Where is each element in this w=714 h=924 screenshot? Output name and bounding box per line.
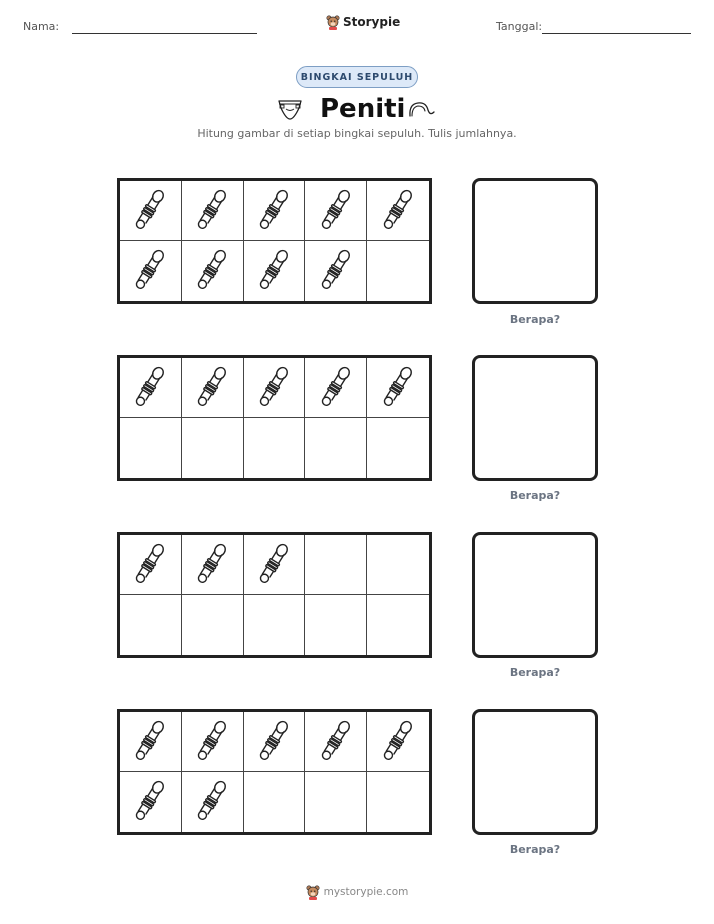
safety-pin-icon bbox=[378, 185, 418, 237]
ten-frame-cell bbox=[120, 241, 182, 301]
diaper-icon bbox=[277, 97, 303, 121]
safety-pin-decoration-icon bbox=[406, 98, 436, 120]
safety-pin-icon bbox=[316, 362, 356, 414]
ten-frame-cell bbox=[244, 712, 306, 772]
ten-frame-cell bbox=[182, 595, 244, 655]
ten-frame-cell bbox=[305, 358, 367, 418]
bear-mascot-icon bbox=[306, 884, 320, 900]
category-badge: BINGKAI SEPULUH bbox=[296, 66, 418, 88]
ten-frame-cell bbox=[367, 535, 429, 595]
ten-frame-cell bbox=[305, 595, 367, 655]
ten-frame-cell bbox=[305, 181, 367, 241]
safety-pin-icon bbox=[254, 362, 294, 414]
safety-pin-icon bbox=[316, 716, 356, 768]
date-line[interactable] bbox=[542, 33, 691, 34]
ten-frame-cell bbox=[367, 418, 429, 478]
ten-frame-cell bbox=[120, 712, 182, 772]
ten-frame-4 bbox=[117, 709, 432, 835]
brand-logo bbox=[326, 14, 400, 30]
safety-pin-icon bbox=[316, 185, 356, 237]
safety-pin-icon bbox=[192, 539, 232, 591]
ten-frame-cell bbox=[120, 595, 182, 655]
instructions: Hitung gambar di setiap bingkai sepuluh. Tulis jumlahnya. bbox=[197, 127, 517, 140]
ten-frame-cell bbox=[244, 535, 306, 595]
answer-box-2[interactable] bbox=[472, 355, 598, 481]
name-line[interactable] bbox=[72, 33, 257, 34]
ten-frame-1 bbox=[117, 178, 432, 304]
safety-pin-icon bbox=[130, 539, 170, 591]
answer-label-3: Berapa? bbox=[509, 666, 561, 679]
answer-box-1[interactable] bbox=[472, 178, 598, 304]
answer-label-4: Berapa? bbox=[509, 843, 561, 856]
ten-frame-cell bbox=[244, 418, 306, 478]
ten-frame-cell bbox=[182, 358, 244, 418]
ten-frame-cell bbox=[182, 535, 244, 595]
ten-frame-cell bbox=[120, 418, 182, 478]
safety-pin-icon bbox=[130, 716, 170, 768]
footer bbox=[0, 884, 714, 900]
ten-frame-cell bbox=[120, 772, 182, 832]
ten-frame-cell bbox=[244, 181, 306, 241]
safety-pin-icon bbox=[378, 362, 418, 414]
ten-frame-cell bbox=[305, 712, 367, 772]
ten-frame-cell bbox=[182, 712, 244, 772]
ten-frame-cell bbox=[120, 535, 182, 595]
ten-frame-cell bbox=[367, 772, 429, 832]
ten-frame-2 bbox=[117, 355, 432, 481]
answer-box-4[interactable] bbox=[472, 709, 598, 835]
date-label: Tanggal: bbox=[496, 20, 543, 33]
ten-frame-cell bbox=[244, 241, 306, 301]
safety-pin-icon bbox=[192, 362, 232, 414]
answer-label-2: Berapa? bbox=[509, 489, 561, 502]
ten-frame-cell bbox=[182, 772, 244, 832]
ten-frame-cell bbox=[305, 772, 367, 832]
ten-frame-cell bbox=[367, 712, 429, 772]
page-title: Peniti bbox=[320, 94, 406, 124]
ten-frame-cell bbox=[244, 772, 306, 832]
safety-pin-icon bbox=[130, 776, 170, 828]
ten-frame-cell bbox=[367, 241, 429, 301]
safety-pin-icon bbox=[254, 716, 294, 768]
safety-pin-icon bbox=[192, 716, 232, 768]
safety-pin-icon bbox=[254, 185, 294, 237]
safety-pin-icon bbox=[316, 245, 356, 297]
ten-frame-cell bbox=[305, 535, 367, 595]
bear-mascot-icon bbox=[326, 14, 340, 30]
ten-frame-cell bbox=[305, 241, 367, 301]
safety-pin-icon bbox=[254, 539, 294, 591]
ten-frame-cell bbox=[244, 595, 306, 655]
answer-box-3[interactable] bbox=[472, 532, 598, 658]
safety-pin-icon bbox=[130, 245, 170, 297]
ten-frame-cell bbox=[182, 418, 244, 478]
ten-frame-cell bbox=[367, 181, 429, 241]
brand-name: Storypie bbox=[343, 15, 401, 29]
safety-pin-icon bbox=[378, 716, 418, 768]
safety-pin-icon bbox=[254, 245, 294, 297]
answer-label-1: Berapa? bbox=[509, 313, 561, 326]
safety-pin-icon bbox=[192, 185, 232, 237]
title-row bbox=[0, 92, 714, 126]
ten-frame-3 bbox=[117, 532, 432, 658]
ten-frame-cell bbox=[367, 595, 429, 655]
safety-pin-icon bbox=[192, 245, 232, 297]
ten-frame-cell bbox=[120, 181, 182, 241]
ten-frame-cell bbox=[367, 358, 429, 418]
safety-pin-icon bbox=[192, 776, 232, 828]
ten-frame-cell bbox=[305, 418, 367, 478]
safety-pin-icon bbox=[130, 185, 170, 237]
safety-pin-icon bbox=[130, 362, 170, 414]
ten-frame-cell bbox=[182, 181, 244, 241]
ten-frame-cell bbox=[120, 358, 182, 418]
ten-frame-cell bbox=[244, 358, 306, 418]
footer-url: mystorypie.com bbox=[323, 886, 409, 898]
ten-frame-cell bbox=[182, 241, 244, 301]
name-label: Nama: bbox=[23, 20, 60, 33]
